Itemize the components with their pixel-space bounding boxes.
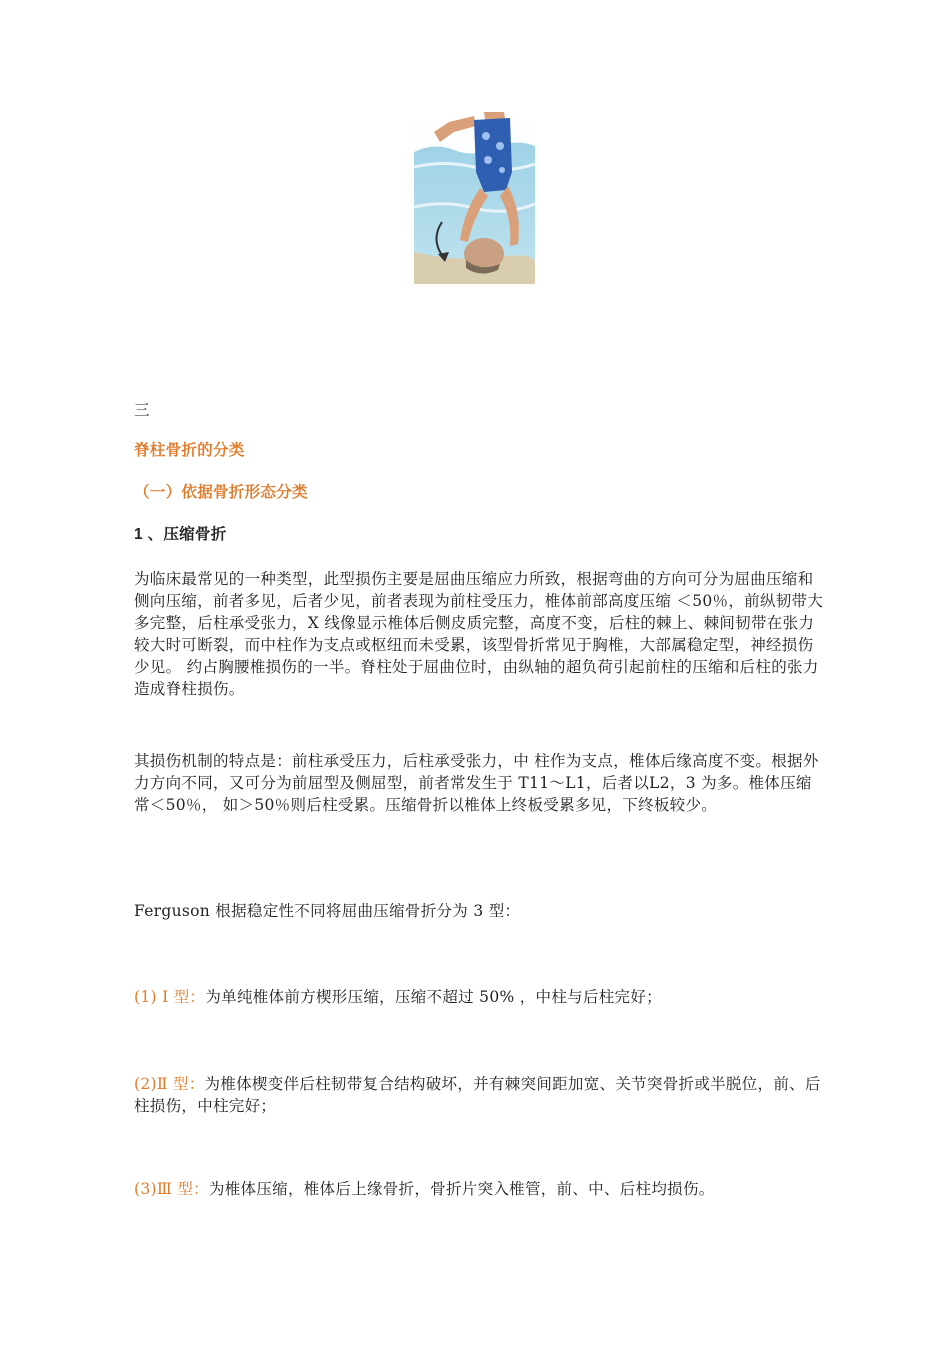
type-2-label: (2)Ⅱ 型：	[134, 1075, 205, 1093]
section-title: 脊柱骨折的分类	[134, 442, 245, 459]
diving-injury-illustration	[414, 112, 535, 284]
type-2-text: 为椎体楔变伴后柱韧带复合结构破坏，并有棘突间距加宽、关节突骨折或半脱位，前、后柱损伤，中柱完好；	[134, 1075, 821, 1115]
type-3-text: 为椎体压缩，椎体后上缘骨折，骨折片突入椎管，前、中、后柱均损伤。	[208, 1180, 715, 1198]
type-3-item	[134, 1178, 824, 1200]
paragraph-injury-mechanism: 其损伤机制的特点是：前柱承受压力，后柱承受张力，中 柱作为支点，椎体后缘高度不变。根据外力方向不同，又可分为前屈型及侧屈型，前者常发生于 T11～L1，后者以L2，3 为多。椎体压缩常＜50％， 如＞50％则后柱受累。压缩骨折以椎体上终板受累多见，下终板较少。	[134, 752, 819, 814]
subsection-title: （一）依据骨折形态分类	[134, 484, 308, 501]
type-3-label: (3)Ⅲ 型：	[134, 1180, 209, 1198]
type-2-item	[134, 1073, 824, 1117]
type-1-label: (1) Ⅰ 型：	[134, 988, 206, 1006]
item-title: 1 、压缩骨折	[134, 526, 227, 543]
type-1-text: 为单纯椎体前方楔形压缩，压缩不超过 50% ，中柱与后柱完好；	[205, 988, 662, 1006]
paragraph-ferguson: Ferguson 根据稳定性不同将屈曲压缩骨折分为 3 型：	[134, 902, 521, 920]
section-number: 三	[134, 401, 150, 419]
type-1-item	[134, 986, 824, 1008]
paragraph-compression-fracture: 为临床最常见的一种类型，此型损伤主要是屈曲压缩应力所致，根据弯曲的方向可分为屈曲压缩和侧向压缩，前者多见，后者少见，前者表现为前柱受压力，椎体前部高度压缩 ＜50％，前纵韧带大多完整，后柱承受张力，X 线像显示椎体后侧皮质完整，高度不变，后柱的棘上、棘间韧带在张力较大时可断裂，而中柱作为支点或枢纽而未受累，该型骨折常见于胸椎，大部属稳定型，神经损伤少见。 约占胸腰椎损伤的一半。脊柱处于屈曲位时，由纵轴的超负荷引起前柱的压缩和后柱的张力造成脊柱损伤。	[134, 570, 824, 698]
